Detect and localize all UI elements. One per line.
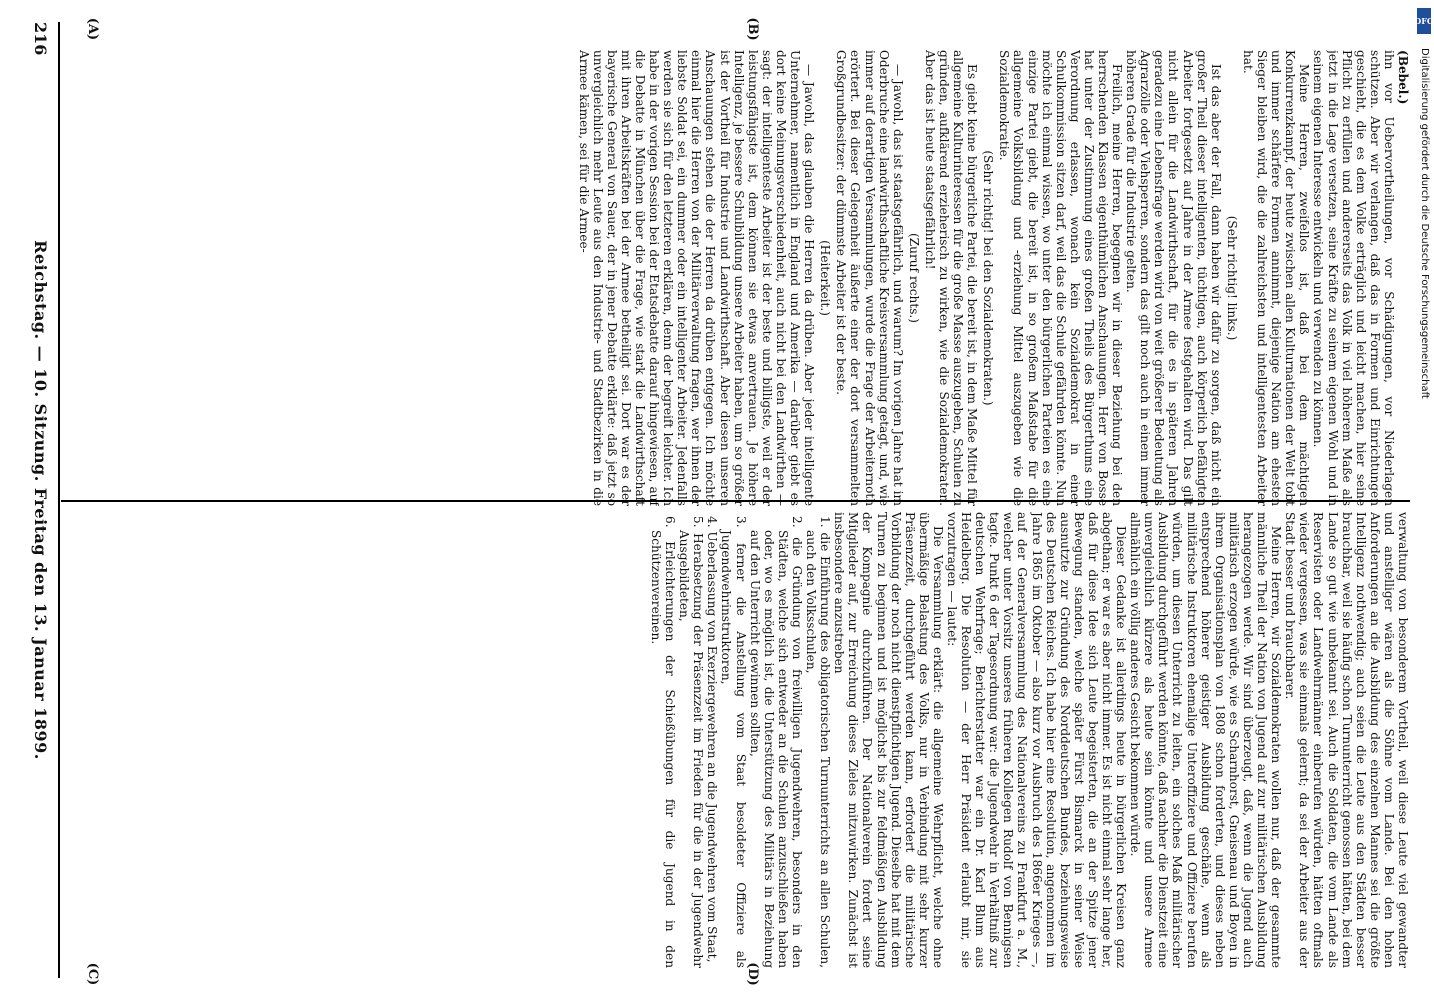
dfg-logo: DFG <box>1417 8 1431 34</box>
dfg-credit-text: Digitalisierung gefördert durch die Deutsche Forschungsgemeinschaft <box>1419 48 1430 399</box>
right-list-item: 6. Erleichterungen der Schießübungen für die Jugend in den Schützenvereinen. <box>649 516 678 968</box>
right-list-item: 5. Herabsetzung der Präsenzzeit im Frieden für die in der Jugendwehr Ausgebildeten, <box>677 516 706 968</box>
margin-mark-d: (D) <box>745 962 760 986</box>
dfg-credit-strip <box>1414 0 1434 1000</box>
left-paragraph: Es giebt keine bürgerliche Partei, die bereit ist, in dem Maße Mittel für allgemeine Kulturinteressen für die große Masse auszugeben, Schulen zu gründen, aufklärend erzieherisch zu wirken, wie die Sozialdemokraten. Aber das ist heute staatsgefährlich! <box>922 50 980 506</box>
margin-mark-c: (C) <box>85 962 100 986</box>
page-header <box>26 22 56 978</box>
page-title: Reichstag. — 10. Sitzung. Freitag den 13. Januar 1899. <box>31 240 50 760</box>
right-list-item: 3. ferner die Anstellung vom Staat besoldeter Offiziere als Jugendwehrinstruktoren, <box>719 516 748 968</box>
right-paragraph: Dieser Gedanke ist allerdings heute in bürgerlichen Kreisen ganz abgethan; er war es aber nicht immer. Es ist nicht einmal sehr lange her, daß für diese Idee sich Leute begeisterten, die an der Spitze jener Bewegung standen, welche später Fürst Bismarck in seiner Weise ausnutzte zur Gründung des Norddeutschen Bundes, beziehungsweise des Deutschen Reiches. Ich habe hier eine Resolution, angenommen im Jahre 1865 im Oktober — also kurz vor Ausbruch des 1866er Krieges —, auf der Generalversammlung des Nationalvereins zu Frankfurt a. M., welcher unter Vorsitz unseres früheren Kollegen Rudolf von Bennigsen tagte. Punkt 6 der Tagesordnung war: die Jugendwehr in Verhältniß zur deutschen Wehrfrage; Berichterstatter war ein Dr. Karl Blum aus Heidelberg. Die Resolution — der Herr Präsident erlaubt mir, sie vorzutragen — lautet: <box>945 512 1129 968</box>
left-paragraph: Ist das aber der Fall, dann haben wir dafür zu sorgen, daß nicht ein großer Theil dieser intelligenten, tüchtigen, auch körperlich befähigten Arbeiter fortgesetzt auf Jahre in der Armee festgehalten wird. Das gilt nicht allein für die Landwirthschaft, für die es in späteren Jahren geradezu eine Lebensfrage werden wird von weit größerer Bedeutung als Agrarzölle oder Viehsperren, sondern das gilt noch auch in einem immer höheren Grade für die Industrie gelten. <box>1124 50 1223 506</box>
right-paragraph: Meine Herren, wir Sozialdemokraten wollen nur, daß der gesammte männliche Theil der Nation von Jugend auf zur militärischen Ausbildung herangezogen werde. Wir sind überzeugt, daß, wenn die Jugend auch militärisch erzogen würde, wie es Scharnhorst, Gneisenau und Boyen in ihrem Organisationsplan von 1808 schon forderten, und dieses neben entsprechend höherer geistiger Ausbildung geschähe, wenn als militärische Instruktoren ehemalige Unteroffiziere und Offiziere berufen würden, um diesen Unterricht zu leiten, ein solches Maß militärischer Ausbildung durchgeführt werden könnte, daß nachher die Dienstzeit eine unvergleichlich kürzere als heute sein könnte und unsere Armee allmählich ein völlig anderes Gesicht bekommen würde. <box>1128 512 1284 968</box>
left-interjection: (Zuruf rechts.) <box>906 233 921 323</box>
right-paragraph: verwaltung von besonderem Vortheil, weil diese Leute viel gewandter und anstelliger wären als die Söhne vom Lande. Bei den hohen Anforderungen an die Ausbildung des einzelnen Mannes sei die größte Intelligenz nothwendig; auch seien die Leute aus den Städten besser brauchbar, weil sie häufig schon Turnunterricht genossen hätten, bei dem Lande so gut wie unbekannt sei. Auch die Soldaten, die vom Lande als Reservisten oder Landwehrmänner einberufen würden, hätten oftmals wieder vergessen, was sie einmals gelernt; da sei der Arbeiter aus der Stadt besser und brauchbarer. <box>1283 512 1410 968</box>
left-speaker: (Bebel.) <box>1396 50 1410 105</box>
rotated-page <box>15 4 1410 996</box>
left-paragraph: Meine Herren, zweifellos ist, daß bei dem mächtigen Konkurrenzkampf, der heute zwischen allen Kulturnationen der Welt tobt und immer schärfere Formen annimmt, diejenige Nation am ehesten Sieger bleiben wird, die die zahlreichsten und intelligentesten Arbeiter hat. <box>1240 50 1312 506</box>
margin-mark-b: (B) <box>745 17 760 41</box>
left-interjection: (Sehr richtig! bei den Sozialdemokraten.) <box>981 150 996 406</box>
left-interjection: (Sehr richtig! links.) <box>1224 215 1239 341</box>
margin-mark-a: (A) <box>85 17 100 41</box>
right-list-item: 1. die Einführung des obligatorischen Turnunterrichts an allen Schulen, auch den Volksschulen, <box>804 516 833 968</box>
right-list-item: 2. die Gründung von freiwilligen Jugendwehren, besonders in den Städten, welche sich entweder an die Schulen anzuschließen haben oder, wo es möglich ist, die Unterstützung des Militärs in Beziehung auf den Unterricht gewinnen sollten, <box>747 516 804 968</box>
left-interjection: (Heiterkeit.) <box>818 240 833 316</box>
page-number: 216 <box>31 22 50 56</box>
right-paragraph: Die Versammlung erklärt: die allgemeine Wehrpflicht, welche ohne übermäßige Belastung des Volks, nur in Verbindung mit sehr kurzer Präsenzzeit, durchgeführt werden kann, erfordert die militärische Vorbildung der noch nicht dienstpflichtigen Jugend. Dieselbe hat mit dem Turnen zu beginnen und ist möglichst bis zur feldmäßigen Ausbildung der Kompagnie durchzuführen. Der Nationalverein fordert seine Mitglieder auf, zur Erreichung dieses Zieles mitzuwirken. Zunächst ist insbesondere anzustreben <box>832 512 945 968</box>
right-list-item: 4. Ueberlassung von Exerziergewehren an die Jugendwehren vom Staat, <box>705 516 720 963</box>
left-paragraph: Freilich, meine Herren, begegnen wir in dieser Beziehung bei den herrschenden Klassen eigenthümlichen Anschauungen. Herr von Bosse hat unter der Zustimmung eines großen Theils des Bürgerthums eine Verordnung erlassen, wonach kein Sozialdemokrat in einer Schulkommission sitzen darf, weil das die Schule gefährden könnte. Nun möchte ich einmal wissen, wo unter den bürgerlichen Parteien es eine einzige Partei giebt, die bereit ist, in so großem Maßstabe für die allgemeine Volksbildung und -erziehung Mittel auszugeben wie die Sozialdemokratie. <box>997 50 1125 506</box>
column-divider <box>61 500 1410 502</box>
left-column <box>55 50 1410 506</box>
right-column <box>55 512 1410 968</box>
left-paragraph: ihn vor Uebervortheilungen, vor Schädigungen, vor Niederlagen schützen. Aber wir verlangen, daß das in Formen und Einrichtungen geschieht, die es dem Volke erträglich und leicht machen, hier seine Pflicht zu erfüllen und andererseits das Volk in viel höherem Maße als jetzt in die Lage versetzen, seine Kräfte zu seinem eigenen Wohl und in seinem eigenen Interesse entwickeln und verwenden zu können. <box>1311 50 1396 506</box>
left-paragraph: — Jawohl, das ist staatsgefährlich, und warum? Im vorigen Jahre hat im Oderbruche eine landwirthschaftliche Kreisversammlung getagt, und, wie immer auf derartigen Versammlungen, wurde die Frage der Arbeiternoth erörtert. Bei dieser Gelegenheit äußerte einer der dort versammelten Großgrundbesitzer: der dümmste Arbeiter ist der beste. <box>834 50 905 506</box>
left-paragraph: — Jawohl, das glauben die Herren da drüben. Aber jeder intelligente Unternehmer, namentlich in England und Amerika — darüber giebt es dort keine Meinungsverschiedenheit, auch nicht bei den Landwirthen — sagt: der intelligenteste Arbeiter ist der beste und billigste, weil er der leistungsfähigste ist, dem können sie etwas anvertrauen. Je höhere Intelligenz, je bessere Schulbildung unsere Arbeiter haben, um so größer ist der Vortheil für Industrie und Landwirthschaft. Aber diesen unseren Anschauungen stehen die der Herren da drüben entgegen. Ich möchte einmal hier die Herren von der Militärverwaltung fragen, wer ihnen der liebste Soldat sei, ein dummer oder ein intelligenter Arbeiter. Jedenfalls werden sie sich für den letzteren erklären, denn der begreift leichter. Ich habe in der vorigen Session bei der Etatsdebatte darauf hingewiesen, auf die Debatte in München über die Frage, wie stark die Landwirthschaft mit ihren Arbeitskräften bei der Armee betheiligt sei. Dort war es der bayerische General von Sauer, der in jener Debatte erklärte: daß jetzt so unvergleichlich mehr Leute aus den Industrie- und Stadtbezirken in die Armee kämen, sei für die Armee- <box>576 50 817 506</box>
